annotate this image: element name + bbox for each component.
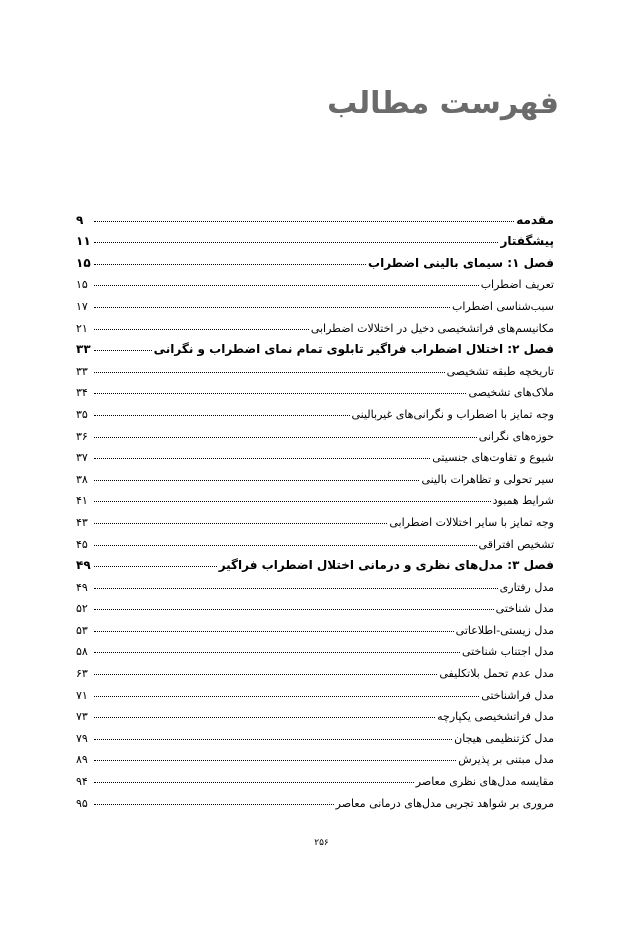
toc-entry xyxy=(76,680,554,702)
toc-entry-label: ملاک‌های تشخیصی xyxy=(468,386,554,400)
toc-entry xyxy=(76,637,554,659)
dot-leader xyxy=(94,630,454,632)
toc-entry xyxy=(76,378,554,400)
toc-entry-page: ۱۵ xyxy=(76,255,91,270)
toc-entry xyxy=(76,615,554,637)
toc-entry xyxy=(76,594,554,616)
toc-entry-page: ۱۷ xyxy=(76,299,88,313)
toc-heading-entry xyxy=(76,335,554,357)
toc-entry-label: سیر تحولی و تظاهرات بالینی xyxy=(421,472,554,486)
toc-entry-label: مدل زیستی-اطلاعاتی xyxy=(455,623,554,637)
toc-entry-label: مروری بر شواهد تجربی مدل‌های درمانی معاصر xyxy=(335,796,554,810)
toc-entry-page: ۴۹ xyxy=(76,580,88,594)
toc-entry-label: مدل عدم تحمل بلاتکلیفی xyxy=(439,667,554,681)
toc-entry-label: مدل رفتاری xyxy=(499,580,554,594)
toc-entry-page: ۱۵ xyxy=(76,278,88,292)
toc-heading-entry xyxy=(76,248,554,270)
dot-leader xyxy=(94,544,477,546)
toc-entry xyxy=(76,291,554,313)
dot-leader xyxy=(94,695,479,697)
dot-leader xyxy=(94,349,152,351)
toc-entry-page: ۳۸ xyxy=(76,472,88,486)
toc-entry xyxy=(76,313,554,335)
toc-entry-page: ۲۱ xyxy=(76,321,88,335)
dot-leader xyxy=(94,738,452,740)
toc-heading-entry xyxy=(76,227,554,249)
toc-entry-label: مقدمه xyxy=(516,212,554,227)
toc-entry-page: ۳۴ xyxy=(76,386,88,400)
toc-heading-entry xyxy=(76,205,554,227)
toc-entry xyxy=(76,356,554,378)
toc-entry xyxy=(76,507,554,529)
toc-entry-label: تشخیص افتراقی xyxy=(478,537,554,551)
toc-entry-page: ۹۴ xyxy=(76,775,88,789)
dot-leader xyxy=(94,306,450,308)
dot-leader xyxy=(94,565,217,567)
dot-leader xyxy=(94,220,514,222)
toc-entry-label: سبب‌شناسی اضطراب xyxy=(451,299,554,313)
dot-leader xyxy=(94,479,419,481)
toc-entry xyxy=(76,464,554,486)
page-title: فهرست مطالب xyxy=(327,86,559,121)
toc-entry xyxy=(76,443,554,465)
toc-entry-page: ۶۳ xyxy=(76,667,88,681)
toc-entry-page: ۹۵ xyxy=(76,796,88,810)
toc-entry-label: مدل فراتشخیصی یکپارچه xyxy=(437,710,554,724)
dot-leader xyxy=(94,241,498,243)
toc-entry-label: مدل فراشناختی xyxy=(481,688,554,702)
dot-leader xyxy=(94,587,498,589)
toc-entry-page: ۸۹ xyxy=(76,753,88,767)
toc-entry-page: ۵۲ xyxy=(76,602,88,616)
toc-heading-entry xyxy=(76,551,554,573)
dot-leader xyxy=(94,673,437,675)
dot-leader xyxy=(94,436,477,438)
toc-entry-page: ۳۳ xyxy=(76,364,88,378)
toc-entry-label: مدل شناختی xyxy=(495,602,554,616)
toc-entry-label: پیشگفتار xyxy=(500,234,554,249)
toc-entry xyxy=(76,745,554,767)
dot-leader xyxy=(94,284,479,286)
toc-entry-page: ۴۱ xyxy=(76,494,88,508)
toc-entry-page: ۵۸ xyxy=(76,645,88,659)
toc-entry-label: مدل کژتنظیمی هیجان xyxy=(454,731,554,745)
toc-entry-page: ۴۳ xyxy=(76,515,88,529)
toc-entry-label: تاریخچه طبقه تشخیصی xyxy=(446,364,554,378)
toc-entry-label: حوزه‌های نگرانی xyxy=(478,429,554,443)
toc-entry-label: وجه تمایز با سایر اختلالات اضطرابی xyxy=(389,515,554,529)
toc-entry-page: ۳۳ xyxy=(76,342,91,357)
toc-entry-page: ۳۷ xyxy=(76,451,88,465)
toc-entry-label: مکانیسم‌های فراتشخیصی دخیل در اختلالات اضطرابی xyxy=(310,321,554,335)
toc-entry-page: ۷۹ xyxy=(76,731,88,745)
dot-leader xyxy=(94,608,494,610)
toc-entry-label: مقایسه مدل‌های نظری معاصر xyxy=(415,775,554,789)
dot-leader xyxy=(94,759,456,761)
toc-entry-label: شیوع و تفاوت‌های جنسیتی xyxy=(432,451,554,465)
toc-entry-label: تعریف اضطراب xyxy=(480,278,554,292)
toc-entry-label: مدل اجتناب شناختی xyxy=(461,645,554,659)
dot-leader xyxy=(94,392,466,394)
toc-entry xyxy=(76,658,554,680)
toc-entry xyxy=(76,399,554,421)
dot-leader xyxy=(94,803,334,805)
toc-entry xyxy=(76,702,554,724)
toc-entry-page: ۳۶ xyxy=(76,429,88,443)
toc-entry xyxy=(76,421,554,443)
toc-entry-page: ۹ xyxy=(76,212,84,227)
dot-leader xyxy=(94,328,309,330)
toc-entry-page: ۷۳ xyxy=(76,710,88,724)
toc-entry-label: فصل ۳: مدل‌های نظری و درمانی اختلال اضطراب فراگیر xyxy=(218,558,554,573)
dot-leader xyxy=(94,522,387,524)
page-number: ۲۵۶ xyxy=(314,838,329,848)
toc-entry-page: ۷۱ xyxy=(76,688,88,702)
toc-entry xyxy=(76,270,554,292)
dot-leader xyxy=(94,457,430,459)
table-of-contents xyxy=(76,205,554,810)
dot-leader xyxy=(94,263,366,265)
toc-entry xyxy=(76,529,554,551)
toc-entry-label: وجه تمایز با اضطراب و نگرانی‌های غیربالینی xyxy=(351,407,554,421)
toc-entry xyxy=(76,486,554,508)
dot-leader xyxy=(94,371,445,373)
toc-entry-page: ۱۱ xyxy=(76,234,91,249)
dot-leader xyxy=(94,716,435,718)
toc-entry xyxy=(76,788,554,810)
toc-entry-label: فصل ۲: اختلال اضطراب فراگیر تابلوی تمام نمای اضطراب و نگرانی xyxy=(153,342,554,357)
toc-entry-page: ۳۵ xyxy=(76,407,88,421)
toc-entry-label: مدل مبتنی بر پذیرش xyxy=(458,753,554,767)
toc-entry xyxy=(76,766,554,788)
dot-leader xyxy=(94,414,350,416)
dot-leader xyxy=(94,781,414,783)
toc-entry-page: ۴۹ xyxy=(76,558,91,573)
dot-leader xyxy=(94,500,491,502)
toc-entry xyxy=(76,723,554,745)
toc-entry-page: ۵۳ xyxy=(76,623,88,637)
toc-entry-label: فصل ۱: سیمای بالینی اضطراب xyxy=(368,255,554,270)
dot-leader xyxy=(94,651,460,653)
toc-entry-label: شرایط همبود xyxy=(492,494,554,508)
toc-entry xyxy=(76,572,554,594)
toc-entry-page: ۴۵ xyxy=(76,537,88,551)
